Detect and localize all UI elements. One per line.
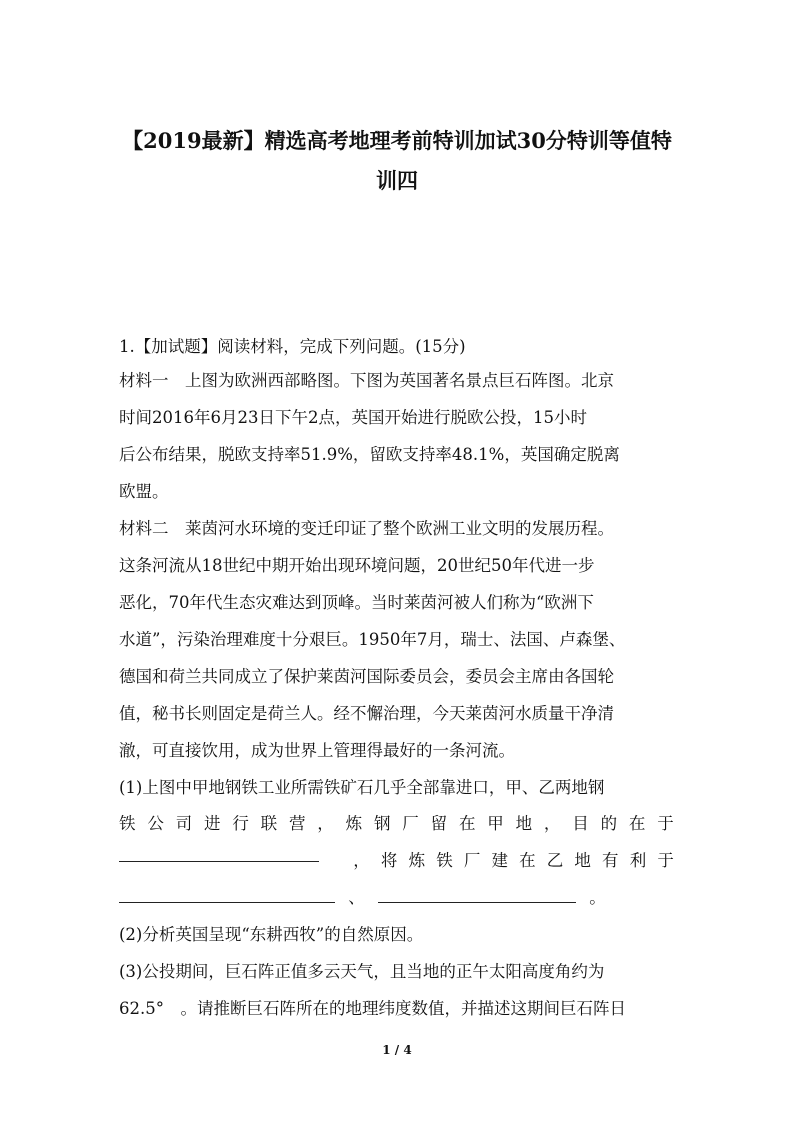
q1-word: 在 [519,851,536,870]
q1-word: 炼 [408,851,426,870]
q1-word: 厂 [402,814,419,833]
q1-word: 在 [458,814,476,833]
q1-word: 地 [574,851,591,870]
material-2-line-4: 水道”，污染治理难度十分艰巨。1950年7月，瑞士、法国、卢森堡、 [119,630,626,649]
q1-word: 的 [600,814,618,833]
blank-separator: 、 [348,888,365,907]
q1-word: 厂 [463,851,481,870]
q1-word: 进 [203,814,221,833]
q1-word: 炼 [345,814,363,833]
q1-word: 有 [602,851,619,870]
q1-word: 于 [657,851,674,870]
question-1-line-3 [119,847,674,871]
answer-blank-1[interactable] [119,847,319,862]
q1-word: 营 [288,814,306,833]
q1-word: 建 [491,851,508,870]
material-2-line-7: 澈，可直接饮用，成为世界上管理得最好的一条河流。 [119,741,515,760]
material-2-line-1: 材料二 莱茵河水环境的变迁印证了整个欧洲工业文明的发展历程。 [119,519,614,538]
material-1-line-4: 欧盟。 [119,482,169,501]
material-2-line-2: 这条河流从18世纪中期开始出现环境问题，20世纪50年代进一步 [119,556,595,575]
question-1-line-2 [119,810,674,834]
material-1-line-3: 后公布结果，脱欧支持率51.9%，留欧支持率48.1%，英国确定脱离 [119,445,620,464]
q1-word: 利 [629,851,647,870]
sentence-end: 。 [589,888,606,907]
question-1-line-4 [119,884,606,908]
q1-word: ， [317,814,334,833]
page-number: 1 / 4 [382,1043,412,1057]
q1-word: 将 [380,851,398,870]
question-3-line-2: 62.5° 。请推断巨石阵所在的地理纬度数值，并描述这期间巨石阵日 [119,999,626,1018]
q1-word: 甲 [487,814,504,833]
q1-word: ， [543,814,561,833]
q1-word: 公 [147,814,164,833]
answer-blank-3[interactable] [378,888,576,903]
question-header: 1.【加试题】阅读材料，完成下列问题。(15分) [119,337,466,356]
answer-blank-2[interactable] [119,888,335,903]
material-2-line-3: 恶化，70年代生态灾难达到顶峰。当时莱茵河被人们称为“欧洲下 [119,593,594,612]
q1-word: 联 [260,814,278,833]
q1-word: 目 [572,814,589,833]
document-title-line-2: 训四 [376,168,418,193]
q1-word: 于 [657,814,674,833]
q1-word: 行 [232,814,249,833]
q1-word: 司 [175,814,193,833]
q1-word: 在 [628,814,646,833]
q1-word: 留 [430,814,448,833]
q1-word: 钢 [373,814,391,833]
question-3-line-1: (3)公投期间，巨石阵正值多云天气，且当地的正午太阳高度角约为 [119,962,605,981]
document-title-line-1: 【2019最新】精选高考地理考前特训加试30分特训等值特 [122,128,672,153]
material-2-line-5: 德国和荷兰共同成立了保护莱茵河国际委员会，委员会主席由各国轮 [119,667,614,686]
q1-word: 乙 [546,851,564,870]
material-2-line-6: 值，秘书长则固定是荷兰人。经不懈治理，今天莱茵河水质量干净清 [119,704,614,723]
q1-word: 地 [515,814,533,833]
q1-word: 铁 [119,814,136,833]
question-1-line-1: (1)上图中甲地钢铁工业所需铁矿石几乎全部靠进口，甲、乙两地钢 [119,778,605,797]
q1-word: 铁 [436,851,453,870]
material-1-line-2: 时间2016年6月23日下午2点，英国开始进行脱欧公投，15小时 [119,408,587,427]
material-1-line-1: 材料一 上图为欧洲西部略图。下图为英国著名景点巨石阵图。北京 [119,371,614,390]
question-2: (2)分析英国呈现“东耕西牧”的自然原因。 [119,925,424,944]
q1-word: ， [353,851,370,870]
